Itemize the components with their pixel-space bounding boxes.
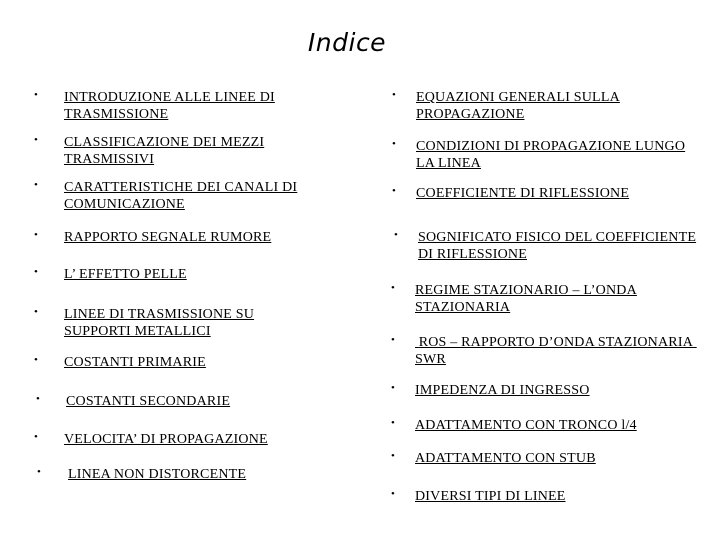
bullet-icon: • bbox=[392, 185, 396, 197]
index-link[interactable]: LINEA NON DISTORCENTE bbox=[68, 467, 247, 482]
bullet-icon: • bbox=[34, 229, 38, 241]
index-link[interactable]: LINEE DI TRASMISSIONE SU SUPPORTI METALLICI bbox=[64, 307, 255, 339]
index-item-velocita-propagazione[interactable] bbox=[34, 431, 334, 448]
index-item-introduzione[interactable] bbox=[34, 89, 329, 123]
bullet-icon: • bbox=[34, 354, 38, 366]
index-item-coefficiente-riflessione[interactable] bbox=[392, 185, 696, 202]
bullet-icon: • bbox=[394, 229, 398, 241]
bullet-icon: • bbox=[391, 488, 395, 500]
index-link[interactable]: EQUAZIONI GENERALI SULLA PROPAGAZIONE bbox=[416, 90, 620, 122]
index-link[interactable]: VELOCITA’ DI PROPAGAZIONE bbox=[64, 432, 268, 447]
bullet-icon: • bbox=[392, 89, 396, 101]
index-item-adattamento-stub[interactable] bbox=[391, 450, 695, 467]
index-link[interactable]: ROS – RAPPORTO D’ONDA STAZIONARIA SWR bbox=[415, 335, 697, 367]
index-link[interactable]: REGIME STAZIONARIO – L’ONDA STAZIONARIA bbox=[415, 283, 637, 315]
index-item-rapporto-segnale-rumore[interactable] bbox=[34, 229, 334, 246]
index-link[interactable]: CONDIZIONI DI PROPAGAZIONE LUNGO LA LINEA bbox=[416, 139, 686, 171]
bullet-icon: • bbox=[34, 431, 38, 443]
index-link[interactable]: IMPEDENZA DI INGRESSO bbox=[415, 383, 590, 398]
index-item-linea-non-distorcente[interactable] bbox=[37, 466, 338, 483]
index-link[interactable]: RAPPORTO SEGNALE RUMORE bbox=[64, 230, 272, 245]
index-item-condizioni-propagazione[interactable] bbox=[392, 138, 696, 172]
index-item-linee-supporti-metallici[interactable] bbox=[34, 306, 299, 340]
bullet-icon: • bbox=[391, 382, 395, 394]
bullet-icon: • bbox=[391, 417, 395, 429]
index-link[interactable]: SOGNIFICATO FISICO DEL COEFFICIENTE DI RIFLESSIONE bbox=[418, 230, 697, 262]
index-link[interactable]: COEFFICIENTE DI RIFLESSIONE bbox=[416, 186, 630, 201]
index-item-adattamento-tronco[interactable] bbox=[391, 417, 705, 434]
index-item-caratteristiche[interactable] bbox=[34, 179, 334, 213]
index-item-costanti-secondarie[interactable] bbox=[36, 393, 336, 410]
index-link[interactable]: CARATTERISTICHE DEI CANALI DI COMUNICAZIONE bbox=[64, 180, 298, 212]
page-title: Indice bbox=[307, 28, 387, 57]
bullet-icon: • bbox=[34, 179, 38, 191]
bullet-icon: • bbox=[34, 89, 38, 101]
index-item-ros[interactable] bbox=[391, 334, 697, 368]
index-link[interactable]: L’ EFFETTO PELLE bbox=[64, 267, 187, 282]
bullet-icon: • bbox=[391, 334, 395, 346]
bullet-icon: • bbox=[36, 393, 40, 405]
index-link[interactable]: ADATTAMENTO CON TRONCO l/4 bbox=[415, 418, 637, 433]
index-link[interactable]: COSTANTI PRIMARIE bbox=[64, 355, 206, 370]
index-item-impedenza-ingresso[interactable] bbox=[391, 382, 695, 399]
bullet-icon: • bbox=[391, 282, 395, 294]
index-item-significato-fisico[interactable] bbox=[394, 229, 698, 263]
index-item-classificazione[interactable] bbox=[34, 134, 319, 168]
index-link[interactable]: DIVERSI TIPI DI LINEE bbox=[415, 489, 566, 504]
bullet-icon: • bbox=[34, 306, 38, 318]
index-link[interactable]: CLASSIFICAZIONE DEI MEZZI TRASMISSIVI bbox=[64, 135, 265, 167]
index-link[interactable]: ADATTAMENTO CON STUB bbox=[415, 451, 596, 466]
bullet-icon: • bbox=[34, 134, 38, 146]
bullet-icon: • bbox=[34, 266, 38, 278]
index-item-regime-stazionario[interactable] bbox=[391, 282, 695, 316]
index-item-diversi-tipi[interactable] bbox=[391, 488, 695, 505]
bullet-icon: • bbox=[37, 466, 41, 478]
index-item-effetto-pelle[interactable] bbox=[34, 266, 334, 283]
bullet-icon: • bbox=[392, 138, 396, 150]
index-link[interactable]: INTRODUZIONE ALLE LINEE DI TRASMISSIONE bbox=[64, 90, 275, 122]
index-item-equazioni-generali[interactable] bbox=[392, 89, 678, 123]
index-item-costanti-primarie[interactable] bbox=[34, 354, 334, 371]
index-link[interactable]: COSTANTI SECONDARIE bbox=[66, 394, 231, 409]
bullet-icon: • bbox=[391, 450, 395, 462]
